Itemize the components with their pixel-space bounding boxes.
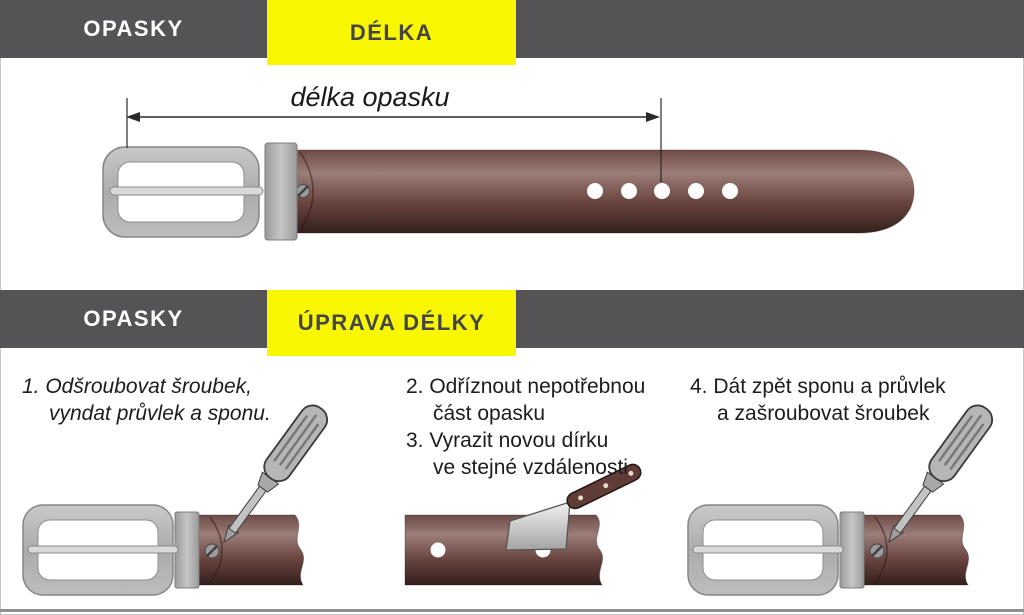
tab-opasky-adjust: OPASKY <box>83 306 184 331</box>
belt-icon <box>103 143 914 240</box>
keeper-icon <box>265 143 297 240</box>
tab-uprava-delky: ÚPRAVA DÉLKY <box>267 290 516 356</box>
measure-label: délka opasku <box>290 82 450 112</box>
belt-assembly-step4-illustration <box>688 400 997 595</box>
step-4-line-2: a zašroubovat šroubek <box>717 402 930 425</box>
step-3-line-2: ve stejné vzdálenosti <box>433 456 628 479</box>
step-1-line-2: vyndat průvlek a sponu. <box>49 402 271 425</box>
step-4-line-1: 4. Dát zpět sponu a průvlek <box>690 375 946 398</box>
step-1-line-1: 1. Odšroubovat šroubek, <box>22 375 252 398</box>
step-2-3-text <box>406 373 645 481</box>
tab-opasky-length: OPASKY <box>83 16 184 41</box>
step-1-text <box>22 373 271 427</box>
screw-icon <box>297 185 310 198</box>
tab-delka: DÉLKA <box>267 0 516 65</box>
step-2-line-1: 2. Odříznout nepotřebnou <box>406 375 646 398</box>
buckle-icon <box>103 147 263 237</box>
step-4-text <box>690 373 946 427</box>
step-2-line-2: část opasku <box>433 402 546 425</box>
step-3-line-1: 3. Vyrazit novou dírku <box>406 429 609 452</box>
belt-assembly-step1-illustration <box>23 400 332 595</box>
bottom-divider <box>0 609 1024 612</box>
